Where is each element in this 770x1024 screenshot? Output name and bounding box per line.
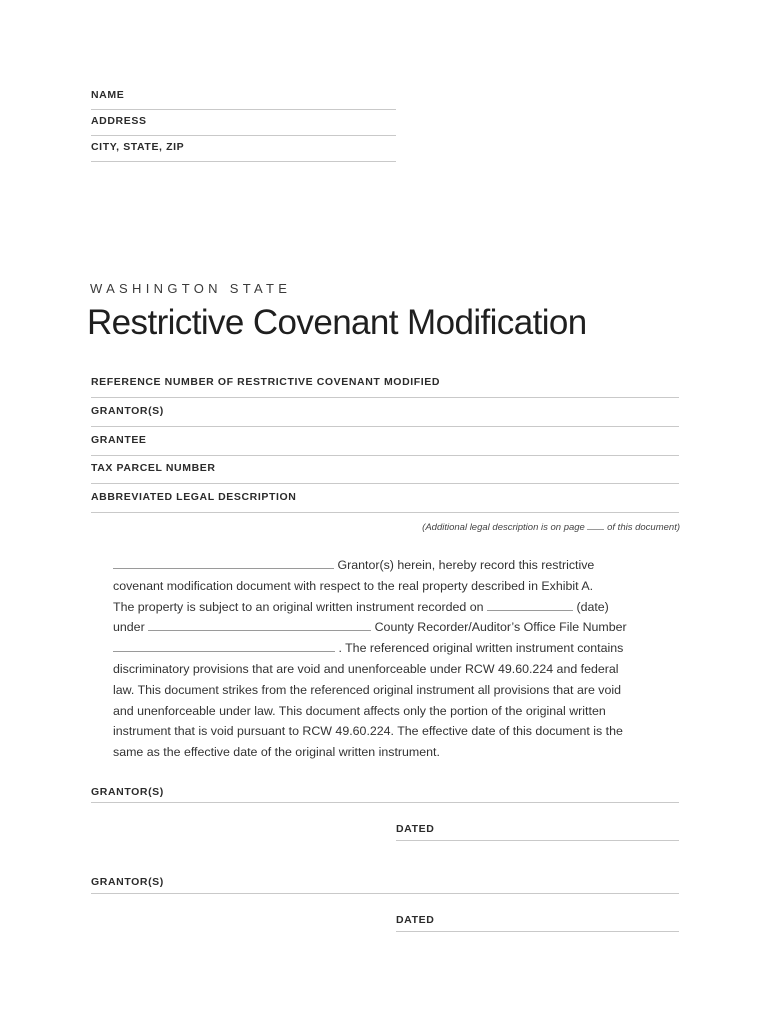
name-label: NAME (91, 89, 125, 101)
county-name-blank[interactable] (148, 618, 371, 631)
dated-line-1[interactable] (396, 840, 679, 841)
covenant-body-paragraph (113, 555, 661, 763)
body-line-1: Grantor(s) herein, hereby record this restrictive (337, 558, 595, 572)
page-number-blank[interactable] (587, 521, 604, 530)
body-line-4-end: County Recorder/Auditor’s Office File Number (374, 620, 627, 635)
grantor-field[interactable] (91, 398, 679, 427)
tax-parcel-number-label: TAX PARCEL NUMBER (91, 462, 216, 474)
grantor-signature-line-1[interactable] (91, 802, 679, 803)
reference-number-label: REFERENCE NUMBER OF RESTRICTIVE COVENANT MODIFIED (91, 376, 441, 388)
grantor-label: GRANTOR(S) (91, 405, 164, 417)
name-field[interactable] (91, 84, 396, 110)
body-line-8: and unenforceable under law. This document affects only the portion of the original written (113, 703, 606, 718)
body-line-3-start: The property is subject to an original written instrument recorded on (113, 599, 484, 614)
grantor-signature-label-2: GRANTOR(S) (91, 876, 164, 888)
body-line-9: instrument that is void pursuant to RCW 49.60.224. The effective date of this document is the (113, 724, 623, 739)
body-line-4-start: under (113, 620, 145, 635)
body-line-5: . The referenced original written instrument contains (338, 641, 624, 656)
body-line-7: law. This document strikes from the referenced original instrument all provisions that are void (113, 682, 622, 697)
body-line-2: covenant modification document with respect to the real property described in Exhibit A. (113, 578, 594, 593)
document-title: Restrictive Covenant Modification (87, 303, 587, 342)
abbreviated-legal-description-label: ABBREVIATED LEGAL DESCRIPTION (91, 491, 297, 503)
city-state-zip-label: CITY, STATE, ZIP (91, 141, 185, 153)
body-line-6: discriminatory provisions that are void and unenforceable under RCW 49.60.224 and federal (113, 661, 619, 676)
body-line-10: same as the effective date of the original written instrument. (113, 745, 440, 760)
reference-number-field[interactable] (91, 369, 679, 398)
grantee-label: GRANTEE (91, 434, 147, 446)
address-field[interactable] (91, 110, 396, 136)
grantor-signature-line-2[interactable] (91, 893, 679, 894)
grantor-names-blank[interactable] (113, 556, 334, 569)
grantor-signature-label-1: GRANTOR(S) (91, 786, 164, 798)
legal-note-after: of this document) (607, 522, 680, 533)
body-line-3-end: (date) (576, 599, 609, 614)
abbreviated-legal-description-field[interactable] (91, 484, 679, 513)
city-state-zip-field[interactable] (91, 136, 396, 162)
tax-parcel-number-field[interactable] (91, 455, 679, 484)
dated-label-1: DATED (396, 823, 435, 835)
state-label: WASHINGTON STATE (90, 281, 292, 296)
dated-label-2: DATED (396, 914, 435, 926)
file-number-blank[interactable] (113, 639, 335, 652)
dated-line-2[interactable] (396, 931, 679, 932)
legal-note-before: (Additional legal description is on page (422, 522, 585, 533)
grantee-field[interactable] (91, 427, 679, 456)
additional-legal-description-note (300, 521, 680, 533)
address-label: ADDRESS (91, 115, 147, 127)
recorded-date-blank[interactable] (487, 598, 573, 611)
